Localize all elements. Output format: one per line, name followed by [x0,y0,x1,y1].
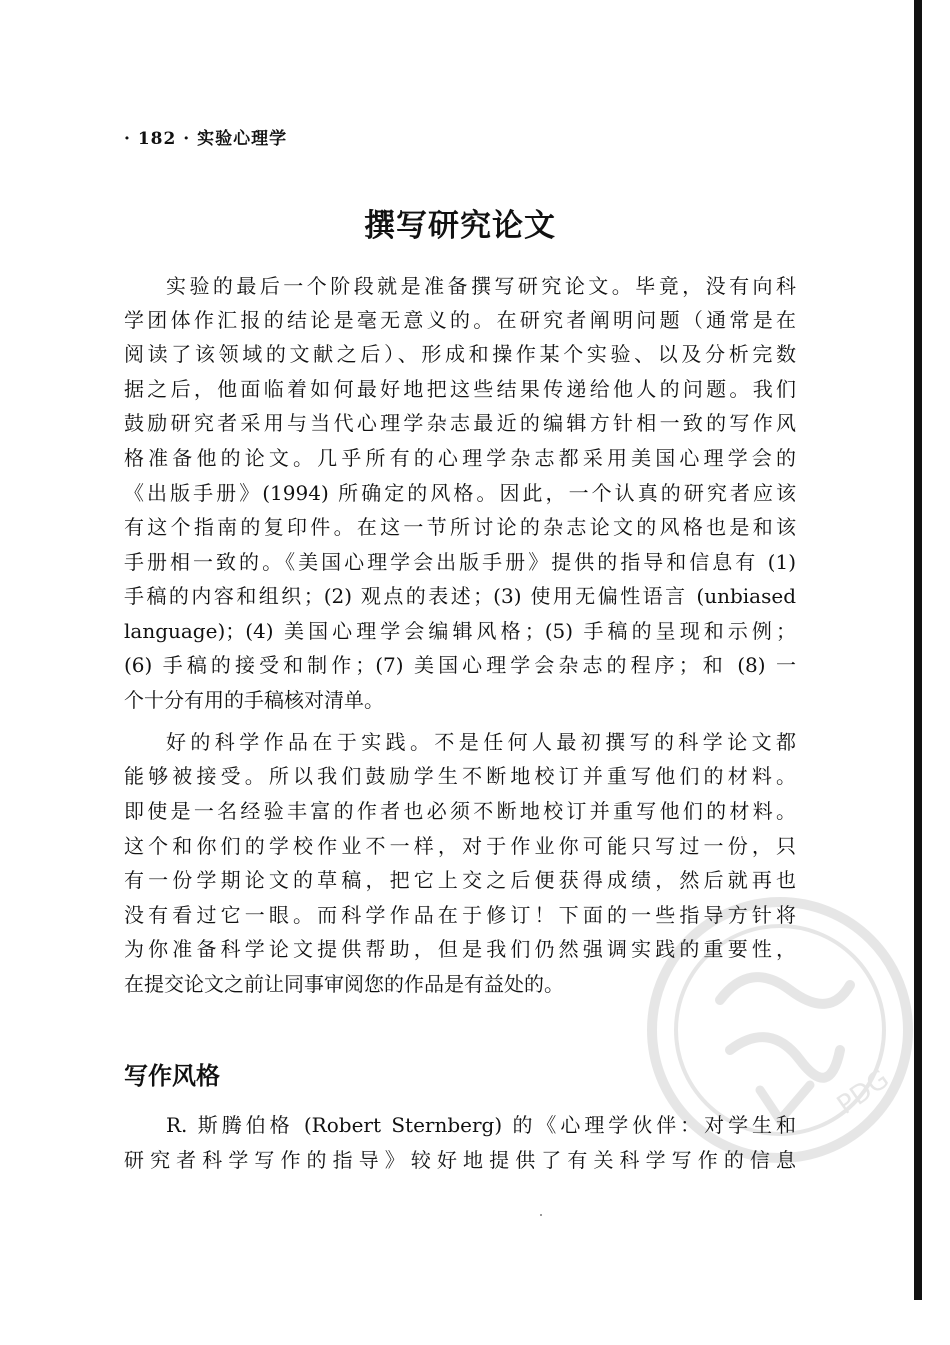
section-heading: 写作风格 [124,1062,220,1090]
paragraph1-line: 手册相一致的。《美国心理学会出版手册》提供的指导和信息有 (1) [124,550,796,574]
paragraph1-line: 《出版手册》(1994) 所确定的风格。因此，一个认真的研究者应该 [124,481,796,505]
paragraph1-line: 有这个指南的复印件。在这一节所讨论的杂志论文的风格也是和该 [124,515,796,539]
paragraph1-line: 手稿的内容和组织；(2) 观点的表述；(3) 使用无偏性语言 (unbiased [124,584,796,608]
paragraph3-line: 研究者科学写作的指导》较好地提供了有关科学写作的信息 [124,1148,796,1172]
paragraph2-line: 在提交论文之前让同事审阅您的作品是有益处的。 [124,972,564,996]
paragraph1-line: 据之后，他面临着如何最好地把这些结果传递给他人的问题。我们 [124,377,796,401]
paragraph1-line: 格准备他的论文。几乎所有的心理学杂志都采用美国心理学会的 [124,446,796,470]
paragraph2-line: 没有看过它一眼。而科学作品在于修订！下面的一些指导方针将 [124,903,796,927]
watermark-text: PDG [831,1064,895,1121]
paragraph2-line: 好的科学作品在于实践。不是任何人最初撰写的科学论文都 [166,730,796,754]
paragraph1-line: language)；(4) 美国心理学会编辑风格；(5) 手稿的呈现和示例； [124,619,796,643]
paragraph1-line: 实验的最后一个阶段就是准备撰写研究论文。毕竟，没有向科 [166,274,796,298]
page-speck [540,1214,542,1216]
paragraph1-line: 鼓励研究者采用与当代心理学杂志最近的编辑方针相一致的写作风 [124,411,796,435]
running-head: · 182 · 实验心理学 [124,129,288,149]
chapter-title: 撰写研究论文 [364,208,556,244]
paragraph2-line: 能够被接受。所以我们鼓励学生不断地校订并重写他们的材料。 [124,764,796,788]
paragraph1-line: 学团体作汇报的结论是毫无意义的。在研究者阐明问题（通常是在 [124,308,796,332]
paragraph2-line: 即使是一名经验丰富的作者也必须不断地校订并重写他们的材料。 [124,799,796,823]
page-edge-border [914,0,922,1300]
paragraph2-line: 为你准备科学论文提供帮助，但是我们仍然强调实践的重要性， [124,937,796,961]
paragraph3-line: R. 斯腾伯格 (Robert Sternberg) 的《心理学伙伴：对学生和 [166,1113,796,1137]
paragraph2-line: 有一份学期论文的草稿，把它上交之后便获得成绩，然后就再也 [124,868,796,892]
paragraph1-line: (6) 手稿的接受和制作；(7) 美国心理学会杂志的程序；和 (8) 一 [124,653,796,677]
paragraph1-line: 个十分有用的手稿核对清单。 [124,688,384,712]
paragraph1-line: 阅读了该领域的文献之后）、形成和操作某个实验、以及分析完数 [124,342,796,366]
paragraph2-line: 这个和你们的学校作业不一样，对于作业你可能只写过一份，只 [124,834,796,858]
